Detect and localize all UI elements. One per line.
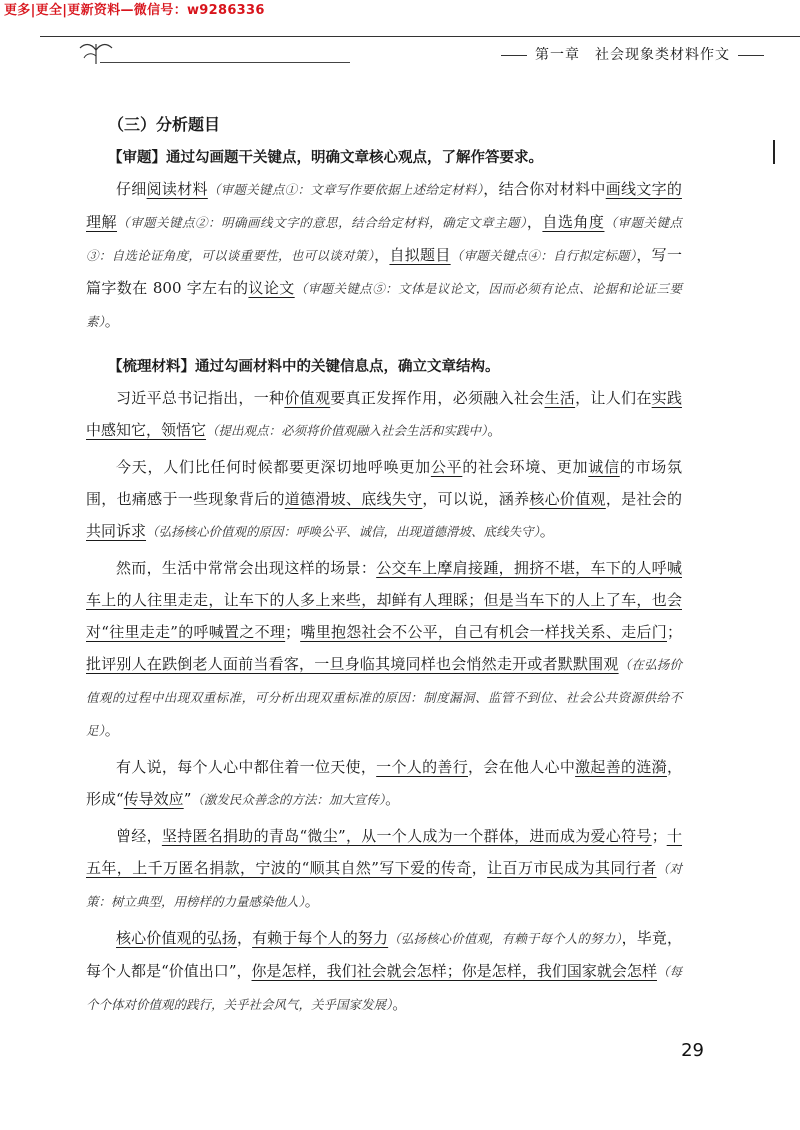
text-run: ； [666,623,682,641]
annotation-note: （审题关键点④：自行拟定标题） [450,248,637,263]
text-run: ，写一篇字数在 800 字左右的 [86,246,682,297]
material-paragraph-6 [86,922,682,1021]
underlined-phrase: 让百万市民成为其同行者 [487,859,657,877]
underlined-phrase: 阅读材料 [146,180,208,198]
promo-banner: 更多|更全|更新资料—微信号：w9286336 [0,0,269,22]
text-run: 。 [539,522,555,540]
annotation-note: （审题关键点①：文章写作要依据上述给定材料） [207,182,484,197]
underlined-phrase: 你是怎样，我们社会就会怎样；你是怎样，我们国家就会怎样 [251,962,657,980]
annotation-note: （激发民众善念的方法：加大宣传） [191,792,386,807]
text-run: ，结合你对材料中 [483,180,606,198]
underlined-phrase: 议论文 [248,279,295,297]
header-underline [100,62,350,63]
underlined-phrase: 自选角度 [542,213,605,231]
text-run: 。 [487,421,503,439]
underlined-phrase: 公交车上摩肩接踵，拥挤不堪，车下的人呼喊车上的人往里走走，让车下的人多上来些，却鲜有人理睬；但是当车下的人上了车，也会对“往里走走”的呼喊置之不理 [86,559,682,641]
material-paragraph-1 [86,382,682,447]
shenti-paragraph [86,173,682,338]
text-run: ； [651,827,667,845]
text-run: 仔细 [116,180,147,198]
page-content [86,112,682,1021]
annotation-note: （弘扬核心价值观的原因：呼唤公平、诚信，出现道德滑坡、底线失守） [146,524,540,539]
text-run: 今天，人们比任何时候都要更深切地呼唤更加 [116,458,431,476]
text-run: 。 [385,790,401,808]
text-run: 的市场氛围，也痛感于一些现象背后的 [86,458,682,508]
text-run: 。 [392,995,408,1013]
underlined-phrase: 传导效应 [123,790,184,808]
underlined-phrase: 有赖于每个人的努力 [252,929,389,947]
text-run: ， [471,859,488,877]
underlined-phrase: 道德滑坡、底线失守 [284,490,423,508]
text-run: 。 [104,721,120,739]
annotation-note: （弘扬核心价值观，有赖于每个人的努力） [388,931,622,946]
annotation-note: （对策：树立典型，用榜样的力量感染他人） [86,861,682,909]
text-run: ， [236,929,253,947]
shenti-heading: 【审题】通过勾画题干关键点，明确文章核心观点，了解作答要求。 [108,150,543,166]
text-run: 的社会环境、更加 [462,458,589,476]
underlined-phrase: 画线文字的理解 [86,180,682,231]
page-number: 29 [681,1040,704,1061]
material-paragraph-5 [86,820,682,918]
header-rule [40,36,800,37]
text-run: 曾经， [116,827,162,845]
text-run: ， [374,246,390,264]
material-paragraph-2 [86,451,682,548]
text-run: 有人说，每个人心中都住着一位天使， [116,758,377,776]
text-run: ， [526,213,543,231]
text-run: ； [285,623,301,641]
margin-mark [773,140,775,164]
annotation-note: （审题关键点②：明确画线文字的意思，结合给定材料，确定文章主题） [117,215,527,230]
underlined-phrase: 坚持匿名捐助的青岛“微尘”，从一个人成为一个群体，进而成为爱心符号 [161,827,652,845]
text-run: ，会在他人心中 [468,758,576,776]
underlined-phrase: 嘴里抱怨社会不公平，自己有机会一样找关系、走后门 [300,623,667,641]
underlined-phrase: 十五年，上千万匿名捐款，宁波的“顺其自然”写下爱的传奇 [86,827,682,877]
annotation-note: （审题关键点③：自选论证角度，可以谈重要性，也可以谈对策） [86,215,682,263]
annotation-note: （每个个体对价值观的践行，关乎社会风气，关乎国家发展） [86,964,682,1012]
material-paragraph-3 [86,552,682,747]
text-run: 要真正发挥作用，必须融入社会 [330,389,545,407]
shuli-heading: 【梳理材料】通过勾画材料中的关键信息点，确立文章结构。 [108,359,500,375]
text-run: ，可以说，涵养 [422,490,530,508]
annotation-note: （在弘扬价值观的过程中出现双重标准，可分析出现双重标准的原因：制度漏洞、监管不到位、社会公共资源供给不足） [86,657,682,738]
text-run: 习近平总书记指出，一种 [116,389,285,407]
chapter-header [493,44,772,64]
text-run: ，形成“ [86,758,682,808]
underlined-phrase: 价值观 [284,389,331,407]
underlined-phrase: 诚信 [588,458,620,476]
underlined-phrase: 公平 [430,458,463,476]
text-run: ，让人们在 [575,389,652,407]
underlined-phrase: 核心价值观的弘扬 [116,929,237,947]
underlined-phrase: 一个人的善行 [376,758,468,776]
underlined-phrase: 自拟题目 [389,246,451,264]
annotation-note: （提出观点：必须将价值观融入社会生活和实践中） [206,423,488,438]
section-title: （三）分析题目 [108,115,221,134]
underlined-phrase: 生活 [544,389,576,407]
underlined-phrase: 共同诉求 [86,522,147,540]
text-run: 然而，生活中常常会出现这样的场景： [116,559,377,577]
underlined-phrase: 核心价值观 [529,490,606,508]
annotation-note: （审题关键点⑤：文体是议论文，因而必须有论点、论据和论证三要素） [86,281,682,329]
underlined-phrase: 批评别人在跌倒老人面前当看客，一旦身临其境同样也会悄然走开或者默默围观 [86,655,619,673]
text-run: ，毕竟，每个人都是“价值出口”， [86,929,682,980]
text-run: 。 [304,892,320,910]
text-run: ，是社会的 [605,490,682,508]
underlined-phrase: 实践中感知它，领悟它 [86,389,682,439]
text-run: 。 [104,312,120,330]
chapter-title: 第一章 社会现象类材料作文 [535,47,730,63]
underlined-phrase: 激起善的涟漪 [575,758,667,776]
text-run: ” [183,790,192,808]
material-paragraph-4 [86,751,682,816]
